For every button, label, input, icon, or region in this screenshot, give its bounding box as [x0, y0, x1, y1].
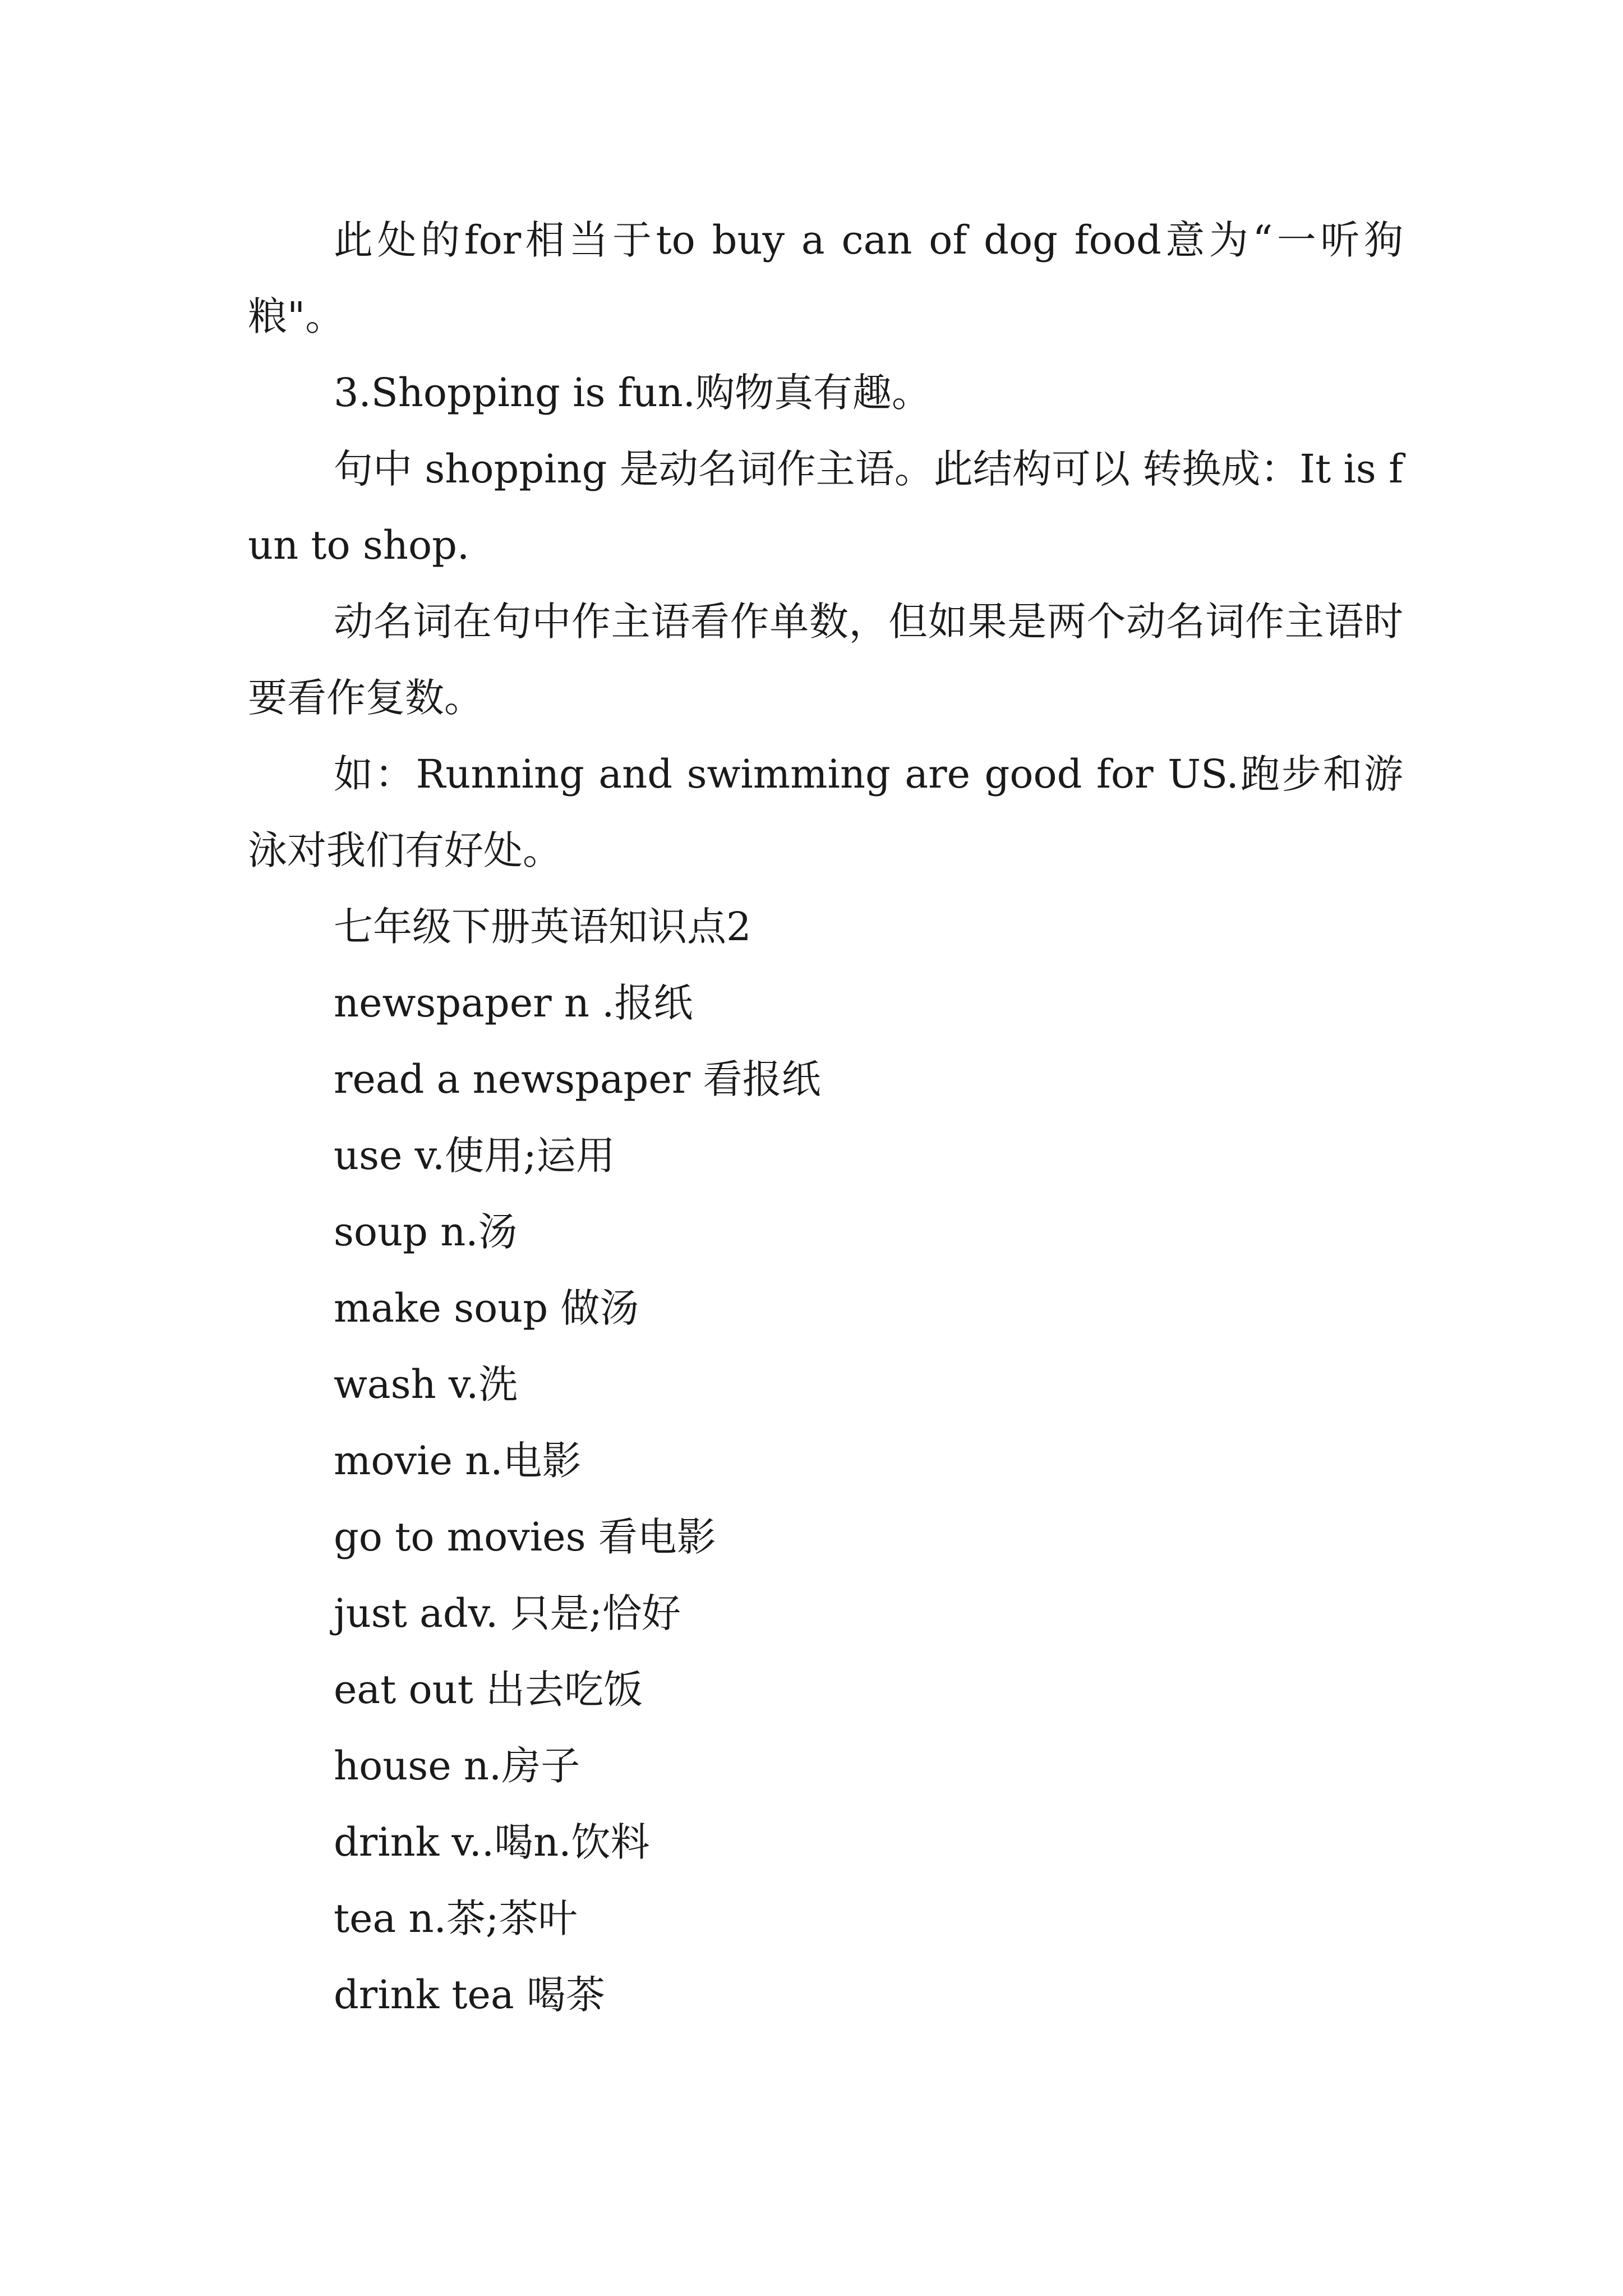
vocab-item: eat out 出去吃饭 [334, 1667, 643, 1713]
vocab-item: house n.房子 [334, 1743, 580, 1789]
vocab-item: drink tea 喝茶 [334, 1972, 605, 2018]
vocab-item: tea n.茶;茶叶 [334, 1895, 578, 1941]
vocab-item: go to movies 看电影 [334, 1514, 716, 1560]
vocab-item: make soup 做汤 [334, 1285, 639, 1331]
section-title: 七年级下册英语知识点2 [334, 904, 751, 950]
vocabulary-list [248, 965, 1403, 2033]
paragraph-for-meaning: 此处的for相当于to buy a can of dog food意为“一听狗粮"。 [248, 217, 1403, 339]
vocab-item: drink v..喝n.饮料 [334, 1819, 650, 1865]
paragraph-example: 如：Running and swimming are good for US.跑步和游泳对我们有好处。 [248, 751, 1403, 873]
document-body [248, 202, 1403, 2033]
vocab-item: wash v.洗 [334, 1361, 518, 1407]
vocab-item: just adv. 只是;恰好 [334, 1590, 681, 1636]
vocab-item: use v.使用;运用 [334, 1133, 615, 1179]
paragraph-gerund-number: 动名词在句中作主语看作单数，但如果是两个动名词作主语时要看作复数。 [248, 599, 1403, 721]
vocab-item: newspaper n .报纸 [334, 980, 693, 1026]
paragraph-shopping-is-fun: 3.Shopping is fun.购物真有趣。 [334, 370, 932, 416]
vocab-item: movie n.电影 [334, 1438, 582, 1484]
paragraph-gerund-subject: 句中 shopping 是动名词作主语。此结构可以 转换成：It is fun to shop. [248, 446, 1403, 568]
vocab-item: read a newspaper 看报纸 [334, 1056, 821, 1102]
vocab-item: soup n.汤 [334, 1209, 518, 1255]
